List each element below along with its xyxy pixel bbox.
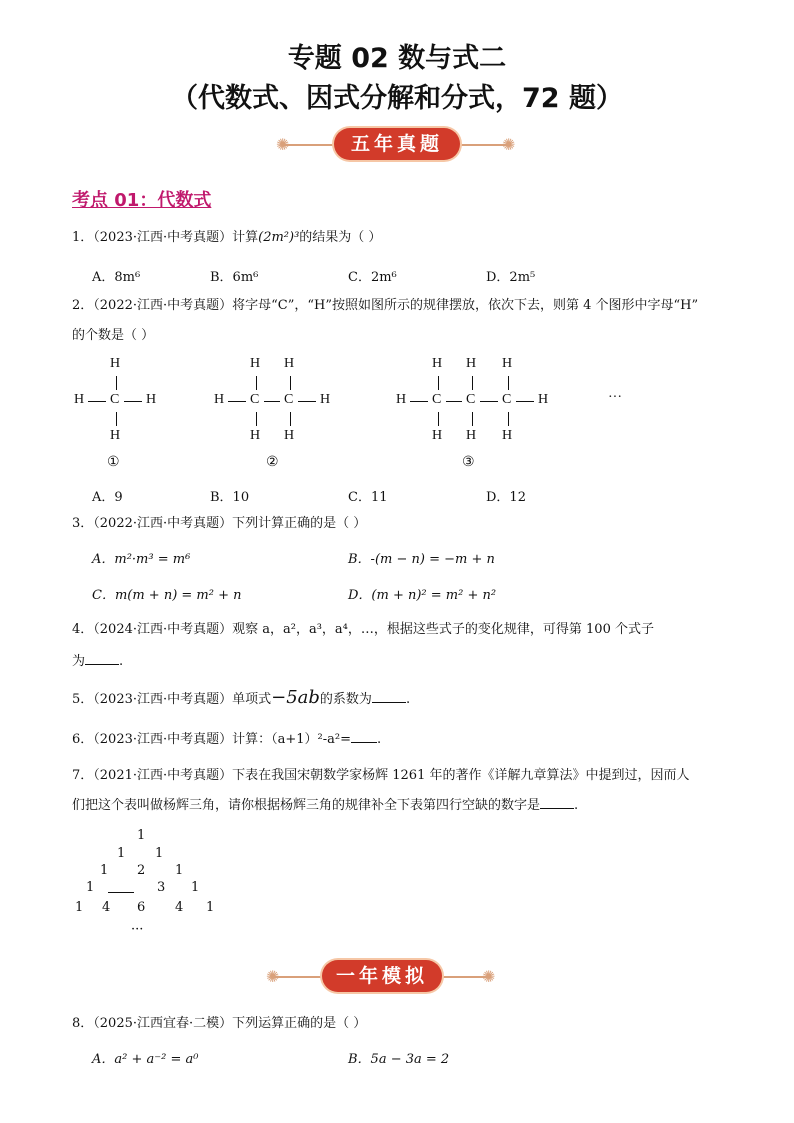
q7-text: 们把这个表叫做杨辉三角，请你根据杨辉三角的规律补全下表第四行空缺的数字是 [72,798,541,813]
atom-h: H [110,356,121,371]
one-year-banner [0,960,794,994]
triangle-cell: 6 [137,900,146,915]
question-4-line-2 [72,652,732,672]
atom-c: C [284,392,294,407]
figure-label-3: ③ [462,455,475,470]
question-2-line-1: 2．（2022·江西·中考真题）将字母“C”，“H”按照如图所示的规律摆放，依次下去，则第 4 个图形中字母“H” [72,298,699,313]
atom-h: H [538,392,549,407]
triangle-cell: 2 [137,863,146,878]
q6-end: . [377,732,382,747]
q4-text: 为 [72,654,86,669]
q6-text: 6．（2023·江西·中考真题）计算：（a+1）²-a²= [72,732,351,747]
five-year-banner [0,128,794,162]
q5-text-end: 的系数为 [319,692,372,707]
swirl-right-icon: ✺ [482,967,496,986]
atom-c: C [466,392,476,407]
swirl-left-icon: ✺ [276,135,290,154]
one-year-badge: 一年模拟 [322,960,442,992]
triangle-cell: 1 [100,863,109,878]
figure-ellipsis: ··· [608,390,622,405]
triangle-cell: 1 [155,846,164,861]
question-2-line-2: 的个数是（ ） [72,328,155,343]
triangle-cell: 1 [206,900,215,915]
q5-text: 5．（2023·江西·中考真题）单项式 [72,692,272,707]
atom-h: H [466,428,477,443]
yanghui-triangle [0,826,794,946]
triangle-cell: 1 [86,880,95,895]
triangle-cell: 1 [75,900,84,915]
triangle-cell: 1 [175,863,184,878]
q1-option-b: B．6m⁶ [210,270,259,285]
swirl-right-icon: ✺ [502,135,516,154]
question-7-line-1: 7．（2021·江西·中考真题）下表在我国宋朝数学家杨辉 1261 年的著作《详解九章算法》中提到过，因而人 [72,768,690,783]
q2-option-a: A．9 [92,490,123,505]
swirl-left-icon: ✺ [266,967,280,986]
atom-h: H [110,428,121,443]
q2-option-c: C．11 [348,490,388,505]
atom-h: H [284,428,295,443]
atom-h: H [214,392,225,407]
q2-option-b: B．10 [210,490,250,505]
question-5 [72,688,732,710]
atom-h: H [250,356,261,371]
atom-h: H [466,356,477,371]
triangle-cell: 4 [102,900,111,915]
question-3: 3．（2022·江西·中考真题）下列计算正确的是（ ） [72,516,367,531]
triangle-ellipsis: ··· [131,922,144,937]
question-1 [72,228,732,248]
atom-c: C [250,392,260,407]
figure-label-2: ② [266,455,279,470]
page-title: 专题 02 数与式二 [287,43,507,74]
section-heading: 考点 01：代数式 [72,190,212,211]
q3-option-b: B．-(m − n) = −m + n [348,552,495,567]
atom-h: H [502,356,513,371]
q1-text-end: 的结果为（ ） [299,230,382,245]
q8-option-a: A．a² + a⁻² = a⁰ [92,1052,199,1067]
q1-option-a: A．8m⁶ [92,270,141,285]
q7-end: . [574,798,579,813]
atom-h: H [74,392,85,407]
five-year-badge: 五年真题 [334,128,460,160]
q1-text: 1．（2023·江西·中考真题）计算 [72,230,259,245]
q3-option-c: C．m(m + n) = m² + n [92,588,242,603]
atom-h: H [146,392,157,407]
answer-blank [85,652,119,665]
q5-expression: −5ab [271,687,320,708]
question-6 [72,730,732,750]
atom-c: C [110,392,120,407]
q1-option-d: D．2m⁵ [486,270,536,285]
atom-h: H [502,428,513,443]
atom-h: H [396,392,407,407]
page-subtitle: （代数式、因式分解和分式，72 题） [171,83,623,114]
atom-h: H [432,428,443,443]
figure-label-1: ① [107,455,120,470]
q2-option-d: D．12 [486,490,526,505]
answer-blank [540,796,574,809]
triangle-cell: 3 [157,880,166,895]
answer-blank [372,690,406,703]
atom-c: C [432,392,442,407]
triangle-cell: 4 [175,900,184,915]
q2-figure [0,350,794,480]
q3-option-d: D．(m + n)² = m² + n² [348,588,497,603]
atom-h: H [320,392,331,407]
atom-h: H [250,428,261,443]
q5-end: . [405,692,411,707]
triangle-blank [108,892,134,893]
atom-h: H [284,356,295,371]
q4-end: . [119,654,124,669]
atom-c: C [502,392,512,407]
question-4-line-1: 4．（2024·江西·中考真题）观察 a，a²，a³，a⁴，…，根据这些式子的变化规律，可得第 100 个式子 [72,622,654,637]
question-7-line-2 [72,796,732,816]
q1-option-c: C．2m⁶ [348,270,397,285]
answer-blank [351,730,377,743]
question-8: 8．（2025·江西宜春·二模）下列运算正确的是（ ） [72,1016,367,1031]
triangle-cell: 1 [191,880,200,895]
q1-expression: (2m²)³ [258,230,300,245]
q3-option-a: A．m²·m³ = m⁶ [92,552,191,567]
q8-option-b: B．5a − 3a = 2 [348,1052,450,1067]
triangle-cell: 1 [137,828,146,843]
triangle-cell: 1 [117,846,126,861]
atom-h: H [432,356,443,371]
